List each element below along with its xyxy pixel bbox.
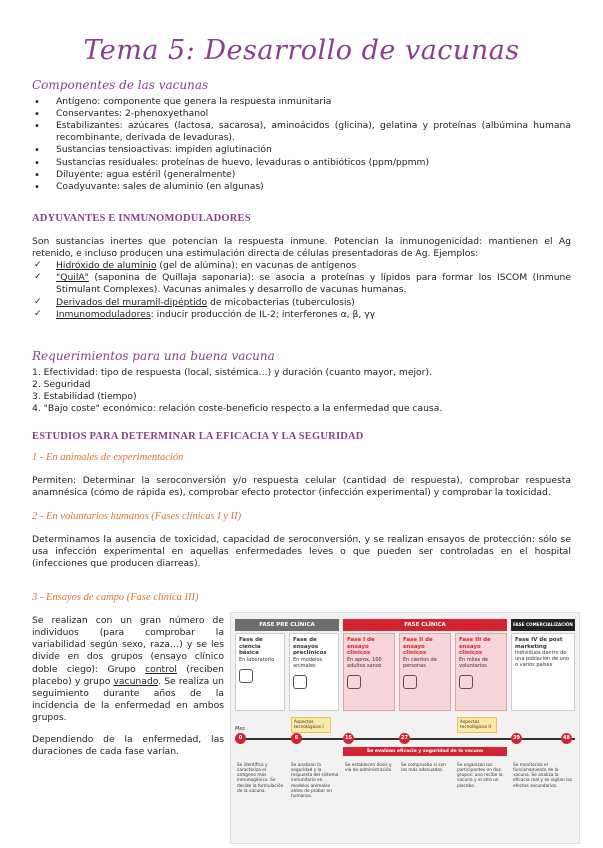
estudios-s1-heading: 1 - En animales de experimentación bbox=[32, 451, 184, 463]
list-item: • Sustancias residuales: proteínas de huevo, levaduras o antibióticos (ppm/ppmm) bbox=[32, 157, 571, 169]
note-phase-3: Se organizan los participantes en dos grupos: uno recibe la vacuna y el otro un placebo. bbox=[457, 763, 503, 789]
col-sub: En miles de voluntarios bbox=[459, 656, 489, 669]
list-item: 4. "Bajo coste" económico: relación coste-beneficio respecto a la enfermedad que causa. bbox=[32, 403, 443, 415]
note-phase-4: Se monitoriza el funcionamiento de la vacuna. Se analiza la eficacia real y se vigilan los efectos secundarios. bbox=[513, 763, 573, 789]
s3-paragraph bbox=[32, 615, 224, 724]
timeline-mark: 27 bbox=[399, 733, 410, 744]
s3-text-a: Se realizan con un gran número de individuos (para comprobar la variabilidad según sexo, raza…) y se les divide en dos grupos (ensayo clínico doble ciego): Grupo bbox=[32, 615, 224, 675]
adyuvantes-list bbox=[32, 260, 571, 321]
item-term: Derivados del muramil-dipéptido bbox=[56, 296, 208, 308]
col-phase-4 bbox=[511, 633, 575, 711]
requerimientos-list bbox=[32, 367, 571, 416]
adyuvantes-intro: Son sustancias inertes que potencian la respuesta inmune. Potencian la inmunogenicidad: mantienen el Ag retenido, e incluso producen una estimulación directa de células presentadoras de Ag. Ejemplos: bbox=[32, 235, 571, 259]
phase-pre-header: FASE PRE CLÍNICA bbox=[235, 619, 339, 631]
mouse-icon bbox=[293, 675, 307, 689]
vaccine-phases-diagram bbox=[230, 612, 580, 844]
componentes-section bbox=[32, 78, 571, 193]
requerimientos-section bbox=[32, 349, 571, 415]
item-text: (saponina de Quillaja saponaria): se asocia a proteínas y lípidos para formar los ISCOM (Inmune Stimulant Complexes). Vacunas animales y desarrollo de vacunas humanas. bbox=[56, 272, 571, 296]
estudios-heading: ESTUDIOS PARA DETERMINAR LA EFICACIA Y LA SEGURIDAD bbox=[32, 431, 364, 442]
list-item: • Sustancias tensioactivas: impiden aglutinación bbox=[32, 144, 571, 156]
aspectos-tecnologicos-2: Aspectos tecnológicos II bbox=[457, 717, 497, 733]
microscope-icon bbox=[239, 669, 253, 683]
timeline-mark: 6 bbox=[291, 733, 302, 744]
componentes-list bbox=[32, 96, 571, 193]
item-text: (gel de alúmina): en vacunas de antígenos bbox=[156, 260, 357, 272]
list-item: • Antígeno: componente que genera la respuesta inmunitaria bbox=[32, 96, 571, 108]
adyuvantes-heading: ADYUVANTES E INMUNOMODULADORES bbox=[32, 213, 251, 224]
timeline-mark: 15 bbox=[343, 733, 354, 744]
list-item: • Coadyuvante: sales de aluminio (en algunas) bbox=[32, 181, 571, 193]
list-item: • Conservantes: 2-phenoxyethanol bbox=[32, 108, 571, 120]
col-phase-3 bbox=[455, 633, 507, 711]
s3-control: control bbox=[145, 663, 177, 675]
timeline-mark: 0 bbox=[235, 733, 246, 744]
col-title: Fase II de ensayo clínicos bbox=[403, 637, 433, 657]
timeline-mark: 39 bbox=[511, 733, 522, 744]
list-item: 2. Seguridad bbox=[32, 378, 91, 390]
estudios-s3-text bbox=[32, 615, 224, 759]
list-item bbox=[32, 297, 571, 309]
col-title: Fase de ensayos preclínicos bbox=[293, 637, 327, 657]
list-item: • Diluyente: agua estéril (generalmente) bbox=[32, 169, 571, 181]
note-phase-2: Se comprueba si son las más adecuadas. bbox=[401, 763, 446, 774]
phase-clin-header: FASE CLÍNICA bbox=[343, 619, 507, 631]
list-item: 1. Efectividad: tipo de respuesta (local, sistémica…) y duración (cuanto mayor, mejor). bbox=[32, 366, 432, 378]
col-preclinical bbox=[289, 633, 339, 711]
s3-text-c: . Se realiza un seguimiento durante años de la incidencia de la enfermedad en ambos grupos. bbox=[32, 675, 225, 724]
list-item: 3. Estabilidad (tiempo) bbox=[32, 391, 137, 403]
requerimientos-heading: Requerimientos para una buena vacuna bbox=[32, 349, 275, 363]
estudios-section bbox=[32, 430, 571, 570]
estudios-s2-text: Determinamos la ausencia de toxicidad, capacidad de seroconversión, y se realizan ensayos de protección: sólo se usa infección experimental en aquellas enfermedades leves o que pueden ser controladas en el hospital (infecciones que producen diarreas). bbox=[32, 533, 571, 570]
item-term: Inmunomoduladores bbox=[56, 308, 151, 320]
componentes-heading: Componentes de las vacunas bbox=[32, 78, 209, 92]
note-phase-1: Se establecen dosis y vía de administración. bbox=[345, 763, 393, 774]
list-item bbox=[32, 260, 571, 272]
col-title: Fase de ciencia básica bbox=[239, 637, 263, 657]
timeline-mark: 48 bbox=[561, 733, 572, 744]
s3-text-b: (reciben placebo) y grupo bbox=[32, 663, 224, 687]
item-term: Hidróxido de aluminio bbox=[56, 260, 157, 272]
people-icon bbox=[459, 675, 473, 689]
aspectos-tecnologicos-1: Aspectos tecnológicos I bbox=[291, 717, 331, 733]
estudios-s1-text: Permiten: Determinar la seroconversión y/o respuesta celular (cantidad de respuesta), comprobar respuesta anamnésica (cómo de rápida es), comprobar efecto protector (infección experimental) y comprobar la toxicidad. bbox=[32, 474, 571, 498]
col-basic bbox=[235, 633, 285, 711]
phase-com-header: FASE COMERCIALIZACIÓN bbox=[511, 619, 575, 631]
note-preclinical: Se analizan la seguridad y la respuesta del sistema inmunitario en modelos animales antes de probar en humanos. bbox=[291, 763, 339, 799]
col-sub: Individuos dentro de una población de uno o varios países bbox=[515, 650, 570, 669]
col-sub: En laboratorio bbox=[239, 656, 275, 663]
list-item bbox=[32, 272, 571, 296]
col-phase-1 bbox=[343, 633, 395, 711]
item-text: de micobacterias (tuberculosis) bbox=[207, 296, 355, 308]
col-sub: En cientos de personas bbox=[403, 656, 437, 669]
col-sub: En modelos animales bbox=[293, 656, 323, 669]
s3-paragraph-2: Dependiendo de la enfermedad, las duraciones de cada fase varían. bbox=[32, 734, 224, 758]
people-icon bbox=[403, 675, 417, 689]
mes-label: Mes bbox=[235, 726, 245, 732]
col-title: Fase III de ensayo clínicos bbox=[459, 637, 491, 657]
s3-vacunado: vacunado bbox=[113, 675, 159, 687]
list-item bbox=[32, 309, 571, 321]
col-title: Fase I de ensayo clínicos bbox=[347, 637, 375, 657]
evaluation-band: Se evalúan eficacia y seguridad de la vacuna bbox=[343, 747, 507, 756]
col-phase-2 bbox=[399, 633, 451, 711]
item-term: "QuilA" bbox=[56, 272, 89, 284]
people-icon bbox=[347, 675, 361, 689]
estudios-s3-heading: 3 - Ensayos de campo (Fase clínica III) bbox=[32, 592, 199, 603]
col-sub: En aprox. 100 adultos sanos bbox=[347, 656, 382, 669]
col-title: Fase IV de post marketing bbox=[515, 637, 563, 650]
note-basic: Se identifica y caracteriza el antígeno más inmunogénico. Se decide la formulación de la vacuna. bbox=[237, 763, 284, 794]
page-title: Tema 5: Desarrollo de vacunas bbox=[83, 35, 520, 66]
estudios-s2-heading: 2 - En voluntarios humanos (Fases clínicas I y II) bbox=[32, 511, 242, 522]
list-item: • Estabilizantes: azúcares (lactosa, sacarosa), aminoácidos (glicina), gelatina y proteínas (albúmina humana recombinante, derivada de levaduras). bbox=[32, 120, 571, 144]
item-text: : inducir producción de IL-2; interferones α, β, γγ bbox=[150, 308, 376, 320]
adyuvantes-section bbox=[32, 212, 571, 321]
